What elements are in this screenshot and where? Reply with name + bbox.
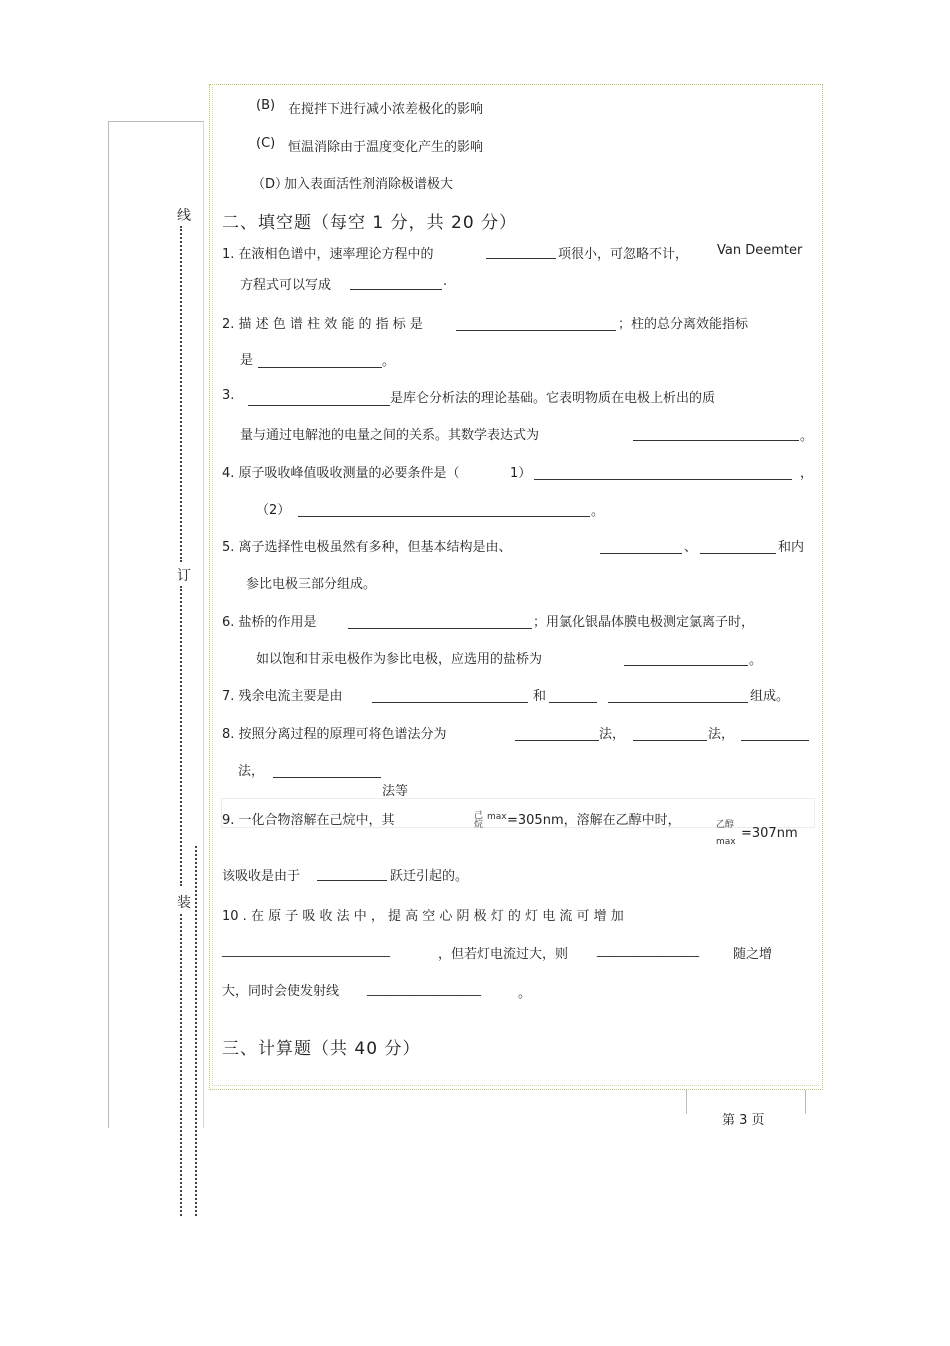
binding-dots-4 [180, 914, 182, 1216]
q5-sep: 、 [684, 540, 698, 555]
q7-end: 组成。 [750, 689, 790, 704]
section3-heading: 三、计算题（共 40 分） [222, 1039, 421, 1059]
q1-van-deemter: Van Deemter [717, 243, 803, 258]
q9-text: 9. 一化合物溶解在己烷中，其 [222, 813, 395, 828]
q4-comma: ， [800, 466, 814, 481]
q10-line3: 大，同时会使发射线 [222, 984, 340, 999]
binding-dots-3 [195, 846, 197, 1216]
binding-margin [108, 121, 204, 1128]
q9-end: 跃迁引起的。 [390, 869, 469, 884]
q9-line2: 该吸收是由于 [222, 869, 301, 884]
q5-line2: 参比电极三部分组成。 [246, 577, 377, 592]
q6-line2: 如以饱和甘汞电极作为参比电极，应选用的盐桥为 [256, 652, 543, 667]
option-d-text: 加入表面活性剂消除极谱极大 [284, 177, 454, 192]
q8-fa-end: 法等 [382, 784, 409, 799]
q9-blank[interactable] [317, 880, 387, 881]
q9-sub-hexane: 己烷 [474, 811, 484, 830]
binding-char-zhuang: 装 [177, 895, 191, 911]
q9-sup-ethanol: 乙醇 [716, 820, 735, 830]
q3-end: 。 [800, 429, 814, 444]
q10-blank-2[interactable]: _________________ [597, 943, 699, 957]
option-b-text: 在搅拌下进行减小浓差极化的影响 [288, 102, 484, 117]
binding-char-ding: 订 [177, 568, 191, 584]
page-number: 第 3 页 [722, 1113, 765, 1128]
q2-mid: ；柱的总分离效能指标 [618, 317, 749, 332]
q10-mid: ，但若灯电流过大，则 [438, 947, 569, 962]
option-d-label: （D） [252, 177, 289, 192]
q8-fa2: 法， [708, 727, 735, 742]
q3-number: 3. [222, 388, 235, 403]
q9-value-1: =305nm，溶解在乙醇中时， [507, 813, 681, 828]
q6-mid: ；用氯化银晶体膜电极测定氯离子时， [533, 615, 755, 630]
q9-value-2: =307nm [741, 826, 798, 841]
q8-blank-1[interactable] [515, 740, 599, 741]
q3-line2: 量与通过电解池的电量之间的关系。其数学表达式为 [240, 428, 540, 443]
q4-n1: 1） [510, 466, 532, 481]
q5-text: 5. 离子选择性电极虽然有多种，但基本结构是由、 [222, 540, 512, 555]
q7-and: 和 [533, 689, 547, 704]
q7-blank-3[interactable] [608, 702, 748, 703]
footer-right-rule [805, 1090, 806, 1114]
q6-text: 6. 盐桥的作用是 [222, 615, 317, 630]
q10-end: 随之增 [733, 947, 773, 962]
q2-line2: 是 [240, 353, 254, 368]
section2-heading: 二、填空题（每空 1 分，共 20 分） [222, 213, 518, 233]
q1-blank-1[interactable] [486, 258, 556, 259]
q9-sub-max: max [487, 812, 507, 822]
q10-end3: 。 [518, 986, 532, 1001]
q8-blank-3[interactable] [741, 740, 809, 741]
q7-blank-2[interactable] [549, 702, 597, 703]
q8-blank-2[interactable] [633, 740, 707, 741]
q2-blank-1[interactable] [456, 330, 616, 331]
q6-blank-2[interactable] [624, 665, 748, 666]
q10-blank-3[interactable]: ___________________ [367, 982, 481, 996]
q1-end: . [443, 274, 448, 289]
binding-dots-2 [180, 586, 182, 886]
q4-end: 。 [591, 504, 605, 519]
q10-blank-1[interactable]: ____________________________ [222, 943, 390, 957]
q1-text: 1. 在液相色谱中，速率理论方程中的 [222, 247, 434, 262]
q5-end: 和内 [778, 540, 805, 555]
q9-sub-max-2: max [716, 837, 736, 847]
option-c-label: (C) [256, 136, 276, 151]
q7-blank-1[interactable] [372, 702, 528, 703]
q10-line1: 10 . 在 原 子 吸 收 法 中 ， 提 高 空 心 阴 极 灯 的 灯 电 流 可 增 加 [222, 909, 624, 924]
option-b-label: (B) [256, 98, 276, 113]
q8-blank-4[interactable] [273, 777, 381, 778]
q7-text: 7. 残余电流主要是由 [222, 689, 343, 704]
q2-end: 。 [382, 354, 396, 369]
q4-text: 4. 原子吸收峰值吸收测量的必要条件是（ [222, 466, 460, 481]
q4-n2: （2） [256, 503, 291, 518]
q2-blank-2[interactable] [258, 367, 382, 368]
q1-mid: 项很小，可忽略不计， [558, 247, 689, 262]
q6-end: 。 [749, 653, 763, 668]
q8-text: 8. 按照分离过程的原理可将色谱法分为 [222, 727, 447, 742]
q8-line2: 法， [238, 764, 265, 779]
q5-blank-2[interactable] [700, 553, 776, 554]
q8-fa1: 法， [599, 727, 626, 742]
q1-line2: 方程式可以写成 [240, 278, 332, 293]
q4-blank-1[interactable] [534, 479, 792, 480]
q3-text: 是库仑分析法的理论基础。它表明物质在电极上析出的质 [390, 391, 716, 406]
q3-blank-1[interactable] [248, 405, 390, 406]
binding-dots-1 [180, 226, 182, 562]
q3-blank-2[interactable] [633, 440, 799, 441]
q5-blank-1[interactable] [600, 553, 682, 554]
q2-text: 2. 描 述 色 谱 柱 效 能 的 指 标 是 [222, 317, 423, 332]
q4-blank-2[interactable] [298, 516, 590, 517]
q1-blank-2[interactable] [350, 289, 442, 290]
option-c-text: 恒温消除由于温度变化产生的影响 [288, 140, 484, 155]
q6-blank-1[interactable] [348, 628, 532, 629]
binding-char-xian: 线 [177, 208, 191, 224]
footer-left-rule [686, 1090, 687, 1114]
